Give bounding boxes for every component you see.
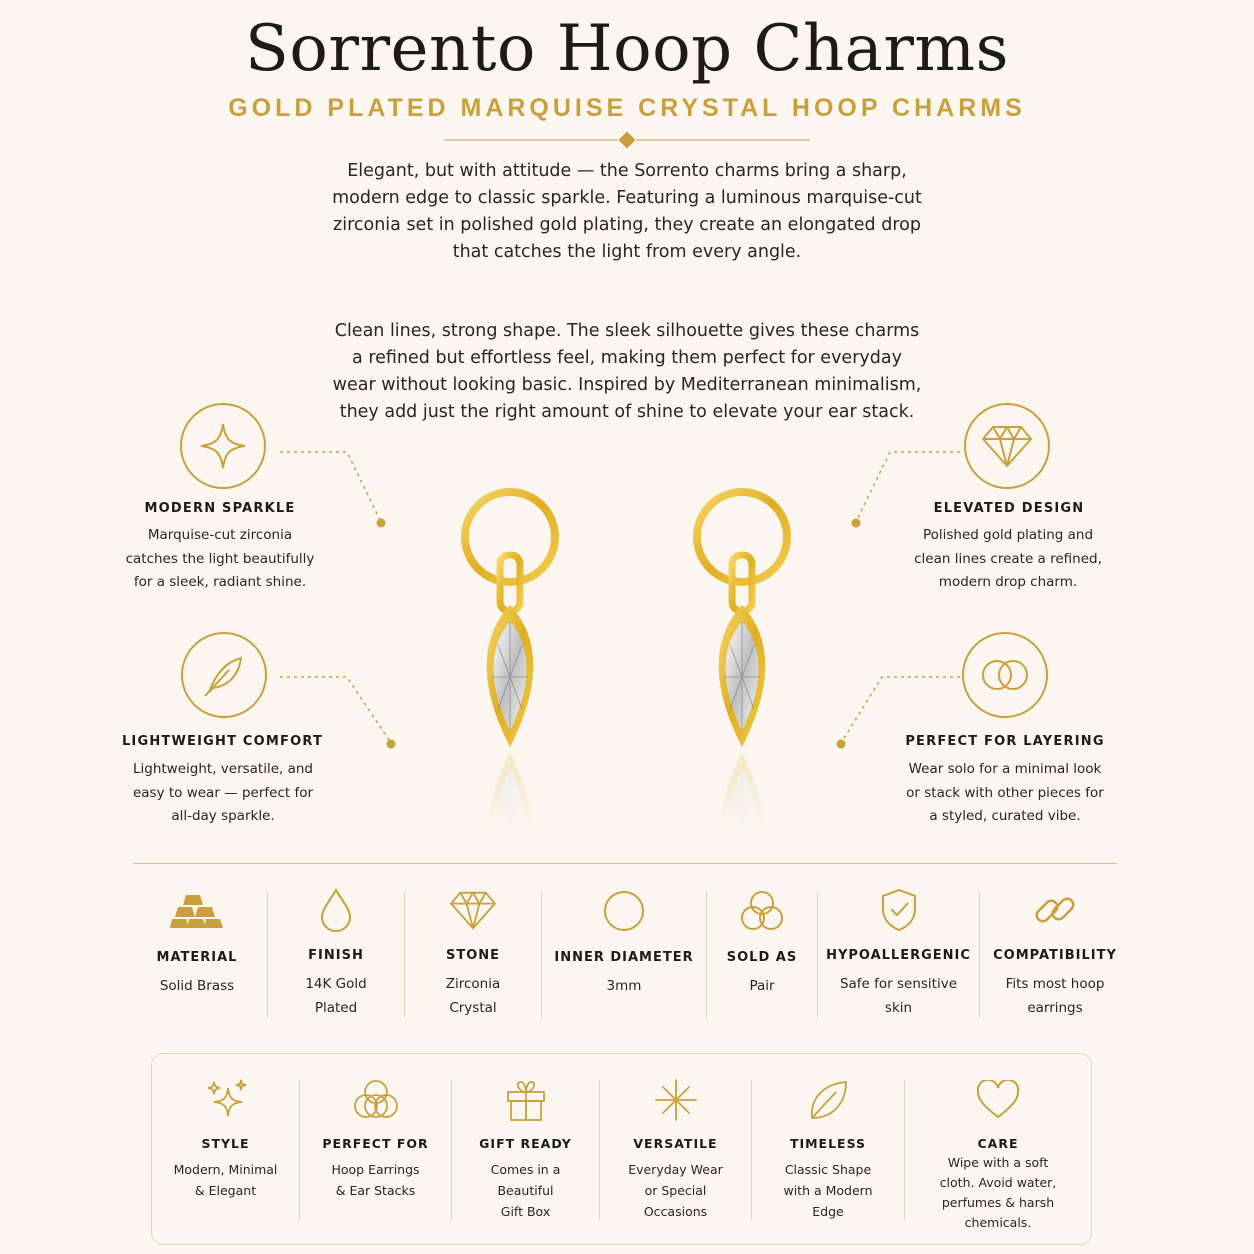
gold-bars-icon xyxy=(169,886,225,936)
spec-value: 3mm xyxy=(606,978,642,994)
circle-icon xyxy=(596,886,652,936)
page-subtitle: GOLD PLATED MARQUISE CRYSTAL HOOP CHARMS xyxy=(228,94,1026,122)
highlight-text: Comes in a Beautiful Gift Box xyxy=(490,1162,561,1219)
highlight-text: Wipe with a soft cloth. Avoid water, perfumes & harsh chemicals. xyxy=(939,1155,1057,1230)
gift-icon xyxy=(501,1076,551,1124)
spec-hypoallergenic xyxy=(818,886,979,1020)
spec-value: Pair xyxy=(749,978,775,994)
highlight-care xyxy=(905,1076,1091,1246)
description-paragraph-1: Elegant, but with attitude — the Sorrento charms bring a sharp, modern edge to classic sparkle. Featuring a luminous marquise-cut zirconia set in polished gold plating, they create an elongated drop that catches the light from every angle. xyxy=(332,161,922,262)
feature-text-modern-sparkle: Marquise-cut zirconia catches the light beautifully for a sleek, radiant shine. xyxy=(125,527,315,590)
highlight-text: Classic Shape with a Modern Edge xyxy=(783,1162,873,1219)
highlight-title: VERSATILE xyxy=(633,1136,718,1151)
sparkles-icon xyxy=(201,1076,251,1124)
feature-title-lightweight: LIGHTWEIGHT COMFORT xyxy=(121,734,324,749)
highlight-perfect-for xyxy=(300,1076,451,1246)
spec-compatibility xyxy=(980,886,1130,1020)
feature-title-elevated: ELEVATED DESIGN xyxy=(933,501,1085,516)
highlight-text: Hoop Earrings & Ear Stacks xyxy=(331,1162,420,1198)
highlight-versatile xyxy=(600,1076,751,1246)
page-title: Sorrento Hoop Charms xyxy=(245,12,1009,86)
description-paragraph-2: Clean lines, strong shape. The sleek silhouette gives these charms a refined but effortless feel, making them perfect for everyday wear without looking basic. Inspired by Mediterranean minimalism, they add just the right amount of shine to elevate your ear stack. xyxy=(332,321,922,422)
leaf-icon xyxy=(803,1076,853,1124)
triple-circle-icon xyxy=(734,886,790,936)
rings-icon xyxy=(962,632,1048,718)
spec-title: INNER DIAMETER xyxy=(554,950,694,965)
highlight-title: GIFT READY xyxy=(479,1136,572,1151)
link-icon xyxy=(1027,886,1083,934)
spec-value: Safe for sensitive skin xyxy=(839,976,958,1016)
gem-icon xyxy=(445,886,501,934)
highlight-title: CARE xyxy=(977,1136,1019,1151)
spec-title: HYPOALLERGENIC xyxy=(826,948,971,963)
diamond-icon xyxy=(964,403,1050,489)
spec-value: Zirconia Crystal xyxy=(445,976,501,1016)
feature-title-layering: PERFECT FOR LAYERING xyxy=(905,734,1105,749)
highlight-title: PERFECT FOR xyxy=(322,1136,429,1151)
spec-value: Fits most hoop earrings xyxy=(1005,976,1105,1016)
spec-sold-as xyxy=(707,886,817,1020)
earrings-illustration xyxy=(440,485,820,835)
feather-icon xyxy=(181,632,267,718)
drop-icon xyxy=(308,886,364,934)
spec-material xyxy=(127,886,267,1020)
feature-text-layering: Wear solo for a minimal look or stack with other pieces for a styled, curated vibe. xyxy=(906,761,1104,824)
starburst-icon xyxy=(651,1076,701,1124)
spec-title: STONE xyxy=(445,948,501,963)
shield-check-icon xyxy=(871,886,927,934)
spec-title: MATERIAL xyxy=(156,950,238,965)
specs-divider xyxy=(133,863,1117,864)
feature-title-modern-sparkle: MODERN SPARKLE xyxy=(144,501,296,516)
sparkle-icon xyxy=(180,403,266,489)
highlight-title: TIMELESS xyxy=(789,1136,867,1151)
spec-title: FINISH xyxy=(308,948,364,963)
spec-value: Solid Brass xyxy=(159,978,235,994)
spec-inner-diameter xyxy=(542,886,706,1020)
spec-title: COMPATIBILITY xyxy=(993,948,1117,963)
spec-title: SOLD AS xyxy=(726,950,798,965)
title-divider xyxy=(444,130,810,150)
highlight-style xyxy=(152,1076,299,1246)
heart-icon xyxy=(973,1076,1023,1124)
highlight-text: Modern, Minimal & Elegant xyxy=(173,1162,278,1198)
highlight-text: Everyday Wear or Special Occasions xyxy=(628,1162,723,1219)
highlight-gift-ready xyxy=(452,1076,599,1246)
spec-value: 14K Gold Plated xyxy=(305,976,367,1016)
highlight-title: STYLE xyxy=(201,1136,250,1151)
feature-text-lightweight: Lightweight, versatile, and easy to wear — perfect for all-day sparkle. xyxy=(132,761,314,824)
feature-text-elevated: Polished gold plating and clean lines create a refined, modern drop charm. xyxy=(914,527,1102,590)
spec-stone xyxy=(405,886,541,1020)
overlap-circles-icon xyxy=(351,1076,401,1124)
spec-finish xyxy=(268,886,404,1020)
highlight-timeless xyxy=(752,1076,904,1246)
